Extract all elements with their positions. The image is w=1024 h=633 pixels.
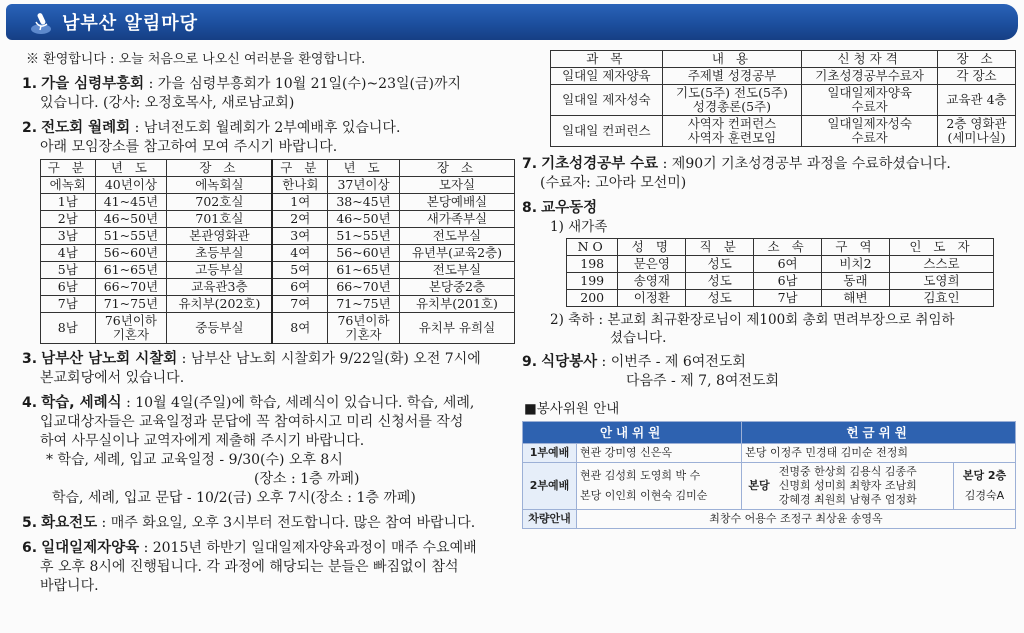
meeting-cell: 8남 <box>41 313 96 344</box>
meeting-cell: 본관영화관 <box>167 228 273 245</box>
meeting-cell: 유치부(201호) <box>399 296 514 313</box>
congratulations-text: 2) 축하 : 본교회 최규환장로님이 제100회 총회 면려부장으로 취임하 셨습니다. <box>550 312 955 346</box>
notice-9: 9. 식당봉사 : 이번주 - 제 6여전도회 다음주 - 제 7, 8여전도회 <box>522 354 779 389</box>
meeting-cell: 3남 <box>41 228 96 245</box>
meeting-cell: 702호실 <box>167 194 273 211</box>
meeting-cell: 중등부실 <box>167 313 273 344</box>
welcome-text: ※ 환영합니다 : 오늘 처음으로 나오신 여러분을 환영합니다. <box>26 52 366 67</box>
offering-header: 헌금위원 <box>742 422 1016 444</box>
discipleship-course-table <box>550 50 1016 147</box>
notice-6: 6. 일대일제자양육 : 2015년 하반기 일대일제자양육과정이 매주 수요예배 후 오후 8시에 진행됩니다. 각 과정에 해당되는 분들은 빠짐없이 참석 바랍니다. <box>22 540 477 594</box>
notice-7: 7. 기초성경공부 수료 : 제90기 기초성경공부 과정을 수료하셨습니다. (수료자: 고아라 모선미) <box>522 156 951 191</box>
course-row <box>551 68 1016 85</box>
newcomer-cell: 7남 <box>754 290 822 307</box>
row-label-service2: 2부예배 <box>523 463 577 510</box>
meeting-cell: 1여 <box>272 194 327 211</box>
meeting-cell: 5여 <box>272 262 327 279</box>
meeting-cell: 7여 <box>272 296 327 313</box>
meeting-cell: 4남 <box>41 245 96 262</box>
course-cell: 일대일 제자성숙 <box>551 85 663 116</box>
meeting-row <box>41 177 515 194</box>
newcomer-header-cell: 인 도 자 <box>889 239 993 256</box>
notice-1: 1. 가을 심령부흥회 : 가을 심령부흥회가 10월 21일(수)~23일(금)까지 있습니다. (강사: 오정호목사, 새로남교회) <box>22 76 462 111</box>
meeting-cell: 유치부(202호) <box>167 296 273 313</box>
notice-4: 4. 학습, 세례식 : 10월 4일(주일)에 학습, 세례식이 있습니다. 학습, 세례, 입교대상자들은 교육일정과 문답에 꼭 참여하시고 미리 신청서를 작성 하여 사무실이나 교역자에게 제출해 주시기 바랍니다. * 학습, 세례, 입교 교육일정 - 9/30(수) 오후 8시 (장소 : 1층 까페) 학습, 세례, 입교 문답 - 10/2(금) 오후 7시(장소 : 1층 까페) <box>22 395 475 506</box>
meeting-cell: 56~60년 <box>95 245 167 262</box>
newcomer-cell: 송영재 <box>618 273 686 290</box>
newcomer-cell: 해변 <box>822 290 890 307</box>
meeting-cell: 2여 <box>272 211 327 228</box>
meeting-cell: 본당중2층 <box>399 279 514 296</box>
meeting-cell: 교육관3층 <box>167 279 273 296</box>
newcomer-cell: 200 <box>567 290 618 307</box>
course-cell: 일대일제자양육 수료자 <box>802 85 938 116</box>
newcomer-cell: 6남 <box>754 273 822 290</box>
newcomer-cell: 성도 <box>686 256 754 273</box>
meeting-cell: 6남 <box>41 279 96 296</box>
meeting-cell: 유치부 유희실 <box>399 313 514 344</box>
service2-offering: 전명중 한상희 김용식 김종주 신명희 성미희 최향자 조남희 강혜경 최원희 남형주 엄정화 <box>776 463 954 510</box>
meeting-cell: 76년이하 기혼자 <box>95 313 167 344</box>
newcomer-cell: 스스로 <box>889 256 993 273</box>
meeting-cell: 모자실 <box>399 177 514 194</box>
course-row <box>551 85 1016 116</box>
meeting-cell: 새가족부실 <box>399 211 514 228</box>
meeting-cell: 61~65년 <box>95 262 167 279</box>
meeting-cell: 46~50년 <box>328 211 400 228</box>
meeting-cell: 초등부실 <box>167 245 273 262</box>
service2-offering-label: 본당 <box>742 463 776 510</box>
course-cell: 2층 영화관 (세미나실) <box>938 116 1016 147</box>
newcomer-header-cell: 구 역 <box>822 239 890 256</box>
volunteer-table <box>522 421 1016 529</box>
meeting-cell: 71~75년 <box>328 296 400 313</box>
course-row <box>551 116 1016 147</box>
meeting-header-cell: 장 소 <box>167 160 273 177</box>
meeting-row <box>41 262 515 279</box>
service2-floor2: 본당 2층 김경숙A <box>954 463 1016 510</box>
course-cell: 각 장소 <box>938 68 1016 85</box>
meeting-row <box>41 194 515 211</box>
usher-header: 안내위원 <box>523 422 742 444</box>
notice-3: 3. 남부산 남노회 시찰회 : 남부산 남노회 시찰회가 9/22일(화) 오전 7시에 본교회당에서 있습니다. <box>22 351 481 386</box>
service2-ushers: 현관 김성희 도영희 박 수 본당 이인희 이현숙 김미순 <box>577 463 742 510</box>
meeting-header-cell: 년 도 <box>328 160 400 177</box>
newcomer-table <box>566 238 994 307</box>
newcomer-header-cell: 소 속 <box>754 239 822 256</box>
meeting-cell: 7남 <box>41 296 96 313</box>
meeting-cell: 에녹회 <box>41 177 96 194</box>
meeting-cell: 한나회 <box>272 177 327 194</box>
meeting-cell: 고등부실 <box>167 262 273 279</box>
newcomer-row <box>567 273 994 290</box>
meeting-cell: 유년부(교육2층) <box>399 245 514 262</box>
newcomer-cell: 199 <box>567 273 618 290</box>
meeting-cell: 51~55년 <box>328 228 400 245</box>
course-cell: 교육관 4층 <box>938 85 1016 116</box>
newcomer-header-cell: 성 명 <box>618 239 686 256</box>
course-cell: 일대일제자성숙 수료자 <box>802 116 938 147</box>
newcomer-cell: 198 <box>567 256 618 273</box>
course-header-cell: 신청자격 <box>802 51 938 68</box>
meeting-cell: 701호실 <box>167 211 273 228</box>
newcomer-cell: 이정환 <box>618 290 686 307</box>
row-label-service1: 1부예배 <box>523 444 577 463</box>
meeting-place-table <box>40 159 515 344</box>
meeting-header-cell: 년 도 <box>95 160 167 177</box>
course-cell: 일대일 컨퍼런스 <box>551 116 663 147</box>
course-cell: 주제별 성경공부 <box>662 68 802 85</box>
meeting-cell: 전도부실 <box>399 262 514 279</box>
meeting-cell: 66~70년 <box>95 279 167 296</box>
meeting-row <box>41 245 515 262</box>
newcomer-cell: 성도 <box>686 290 754 307</box>
meeting-row <box>41 313 515 344</box>
newcomer-cell: 성도 <box>686 273 754 290</box>
meeting-row <box>41 228 515 245</box>
meeting-cell: 38~45년 <box>328 194 400 211</box>
microphone-icon <box>28 9 54 35</box>
notice-5: 5. 화요전도 : 매주 화요일, 오후 3시부터 전도합니다. 많은 참여 바랍니다. <box>22 515 476 531</box>
meeting-cell: 61~65년 <box>328 262 400 279</box>
vehicle-guides: 최창수 어용수 조정구 최상윤 송영옥 <box>577 510 1016 529</box>
course-cell: 기초성경공부수료자 <box>802 68 938 85</box>
course-header-cell: 내 용 <box>662 51 802 68</box>
meeting-cell: 66~70년 <box>328 279 400 296</box>
meeting-cell: 51~55년 <box>95 228 167 245</box>
meeting-cell: 6여 <box>272 279 327 296</box>
course-cell: 사역자 컨퍼런스 사역자 훈련모임 <box>662 116 802 147</box>
meeting-cell: 본당예배실 <box>399 194 514 211</box>
meeting-cell: 에녹회실 <box>167 177 273 194</box>
service1-offering: 본당 이정주 민경태 김미순 전정희 <box>742 444 1016 463</box>
newcomer-cell: 문은영 <box>618 256 686 273</box>
meeting-cell: 37년이상 <box>328 177 400 194</box>
row-label-vehicle: 차량안내 <box>523 510 577 529</box>
meeting-row <box>41 279 515 296</box>
meeting-cell: 2남 <box>41 211 96 228</box>
meeting-header-cell: 구 분 <box>41 160 96 177</box>
meeting-cell: 3여 <box>272 228 327 245</box>
course-cell: 기도(5주) 전도(5주) 성경총론(5주) <box>662 85 802 116</box>
newcomer-header-cell: NO <box>567 239 618 256</box>
notice-8: 8. 교우동정 1) 새가족 <box>522 200 608 235</box>
meeting-cell: 8여 <box>272 313 327 344</box>
meeting-cell: 4여 <box>272 245 327 262</box>
newcomer-cell: 도영희 <box>889 273 993 290</box>
meeting-cell: 76년이하 기혼자 <box>328 313 400 344</box>
meeting-cell: 41~45년 <box>95 194 167 211</box>
page-title: 남부산 알림마당 <box>62 13 198 34</box>
meeting-cell: 71~75년 <box>95 296 167 313</box>
volunteer-section-title: ■봉사위원 안내 <box>524 401 620 417</box>
meeting-cell: 56~60년 <box>328 245 400 262</box>
meeting-cell: 전도부실 <box>399 228 514 245</box>
newcomer-row <box>567 256 994 273</box>
course-header-cell: 장 소 <box>938 51 1016 68</box>
meeting-header-cell: 장 소 <box>399 160 514 177</box>
meeting-cell: 1남 <box>41 194 96 211</box>
page-header <box>6 4 1018 40</box>
newcomer-header-cell: 직 분 <box>686 239 754 256</box>
newcomer-cell: 김효인 <box>889 290 993 307</box>
meeting-row <box>41 296 515 313</box>
meeting-row <box>41 211 515 228</box>
meeting-cell: 5남 <box>41 262 96 279</box>
newcomer-cell: 6여 <box>754 256 822 273</box>
newcomer-cell: 비치2 <box>822 256 890 273</box>
course-cell: 일대일 제자양육 <box>551 68 663 85</box>
service1-ushers: 현관 강미영 신은옥 <box>577 444 742 463</box>
meeting-cell: 40년이상 <box>95 177 167 194</box>
newcomer-row <box>567 290 994 307</box>
meeting-cell: 46~50년 <box>95 211 167 228</box>
notice-2: 2. 전도회 월례회 : 남녀전도회 월례회가 2부예배후 있습니다. 아래 모임장소를 참고하여 모여 주시기 바랍니다. <box>22 120 401 155</box>
course-header-cell: 과 목 <box>551 51 663 68</box>
meeting-header-cell: 구 분 <box>272 160 327 177</box>
newcomer-cell: 동래 <box>822 273 890 290</box>
